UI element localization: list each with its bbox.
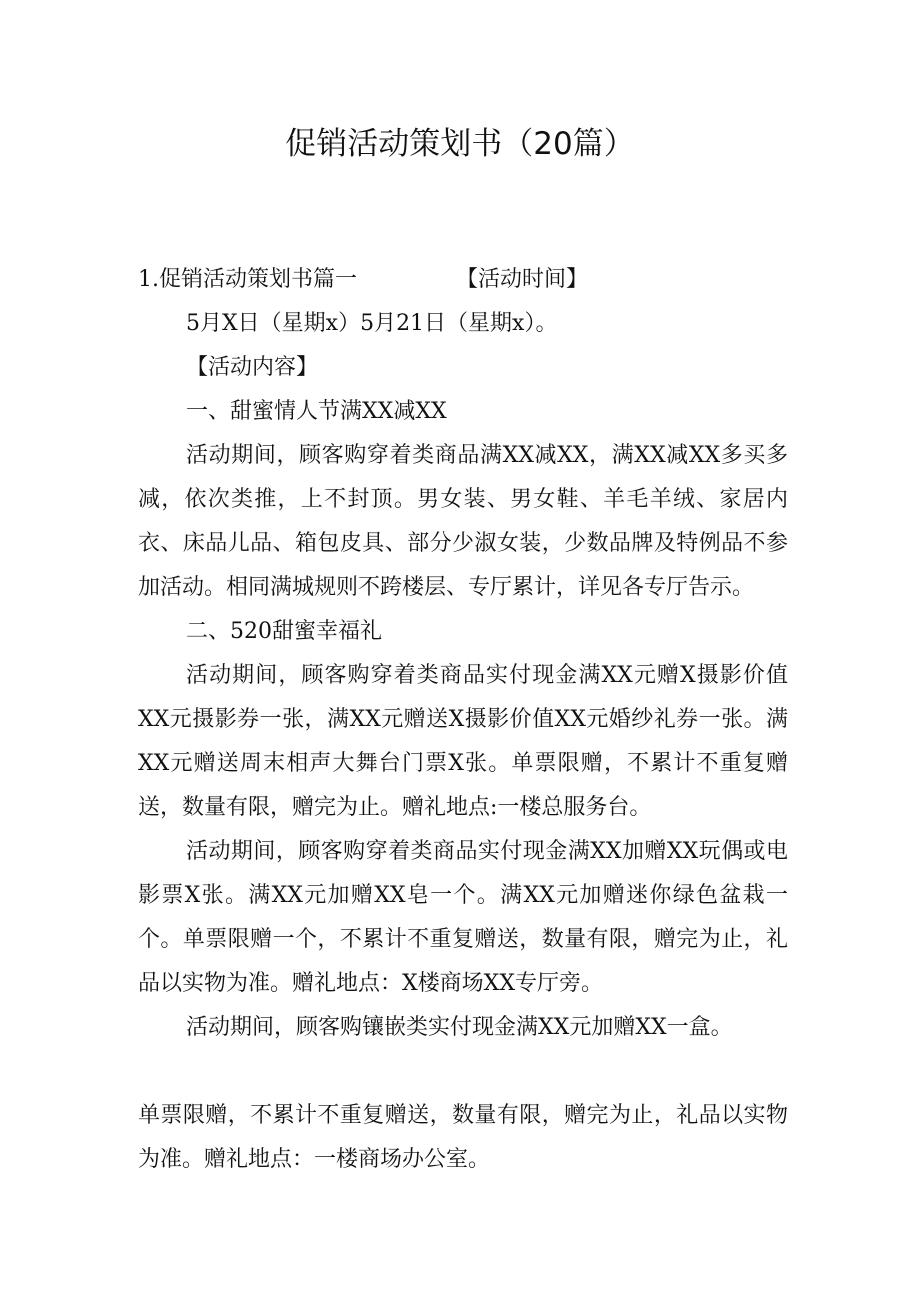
document-body — [138, 258, 788, 1182]
section-heading-row — [138, 258, 788, 302]
paragraph-gap — [138, 1050, 788, 1094]
item2-paragraph-3: 活动期间，顾客购镶嵌类实付现金满XX元加赠XX一盒。 — [186, 1015, 733, 1040]
item2-paragraph-2: 活动期间，顾客购穿着类商品实付现金满XX加赠XX玩偶或电影票X张。满XX元加赠XX皂一个。满XX元加赠迷你绿色盆栽一个。单票限赠一个，不累计不重复赠送，数量有限，赠完为止，礼品以实物为准。赠礼地点：X楼商场XX专厅旁。 — [138, 839, 788, 996]
item2-paragraph-1: 活动期间，顾客购穿着类商品实付现金满XX元赠X摄影价值XX元摄影券一张，满XX元赠送X摄影价值XX元婚纱礼券一张。满XX元赠送周末相声大舞台门票X张。单票限赠，不累计不重复赠送，数量有限，赠完为止。赠礼地点:一楼总服务台。 — [138, 663, 788, 820]
activity-content-label: 【活动内容】 — [186, 355, 319, 380]
item1-title: 一、甜蜜情人节满XX减XX — [186, 399, 447, 424]
section-heading: 1.促销活动策划书篇一 — [138, 267, 357, 292]
item2-title: 二、520甜蜜幸福礼 — [186, 619, 382, 644]
item2-paragraph-4: 单票限赠，不累计不重复赠送，数量有限，赠完为止，礼品以实物为准。赠礼地点：一楼商场办公室。 — [138, 1103, 788, 1172]
item1-body: 活动期间，顾客购穿着类商品满XX减XX，满XX减XX多买多减，依次类推，上不封顶。男女装、男女鞋、羊毛羊绒、家居内衣、床品儿品、箱包皮具、部分少淑女装，少数品牌及特例品不参加活动。相同满城规则不跨楼层、专厅累计，详见各专厅告示。 — [138, 443, 788, 600]
document-title: 促销活动策划书（20篇） — [285, 126, 635, 162]
activity-time-label: 【活动时间】 — [456, 267, 589, 292]
activity-time-value: 5月X日（星期x）5月21日（星期x）。 — [186, 311, 558, 336]
